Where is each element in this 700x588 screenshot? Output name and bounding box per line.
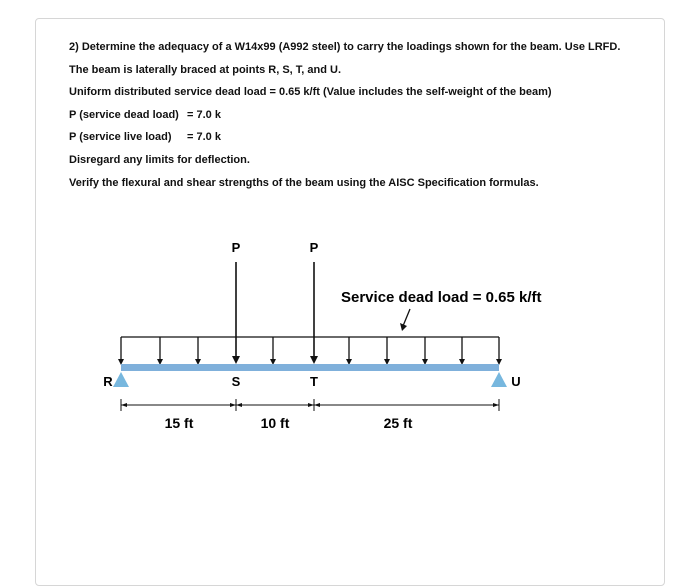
bracing-text: The beam is laterally braced at points R, S, T, and U.: [69, 63, 342, 76]
span-2-label: 10 ft: [260, 415, 290, 431]
p-live-label: P (service live load): [69, 131, 172, 144]
p-dead-label: P (service dead load): [69, 108, 179, 121]
point-load-1: [232, 240, 241, 364]
distributed-load-label: Service dead load = 0.65 k/ft: [341, 289, 542, 306]
verify-text: Verify the flexural and shear strengths of the beam using the AISC Specification formulas.: [69, 176, 539, 189]
point-load-label-2: P: [309, 240, 319, 255]
dimension-line: [121, 399, 499, 411]
beam: [121, 364, 499, 371]
distributed-load-text: Uniform distributed service dead load = 0.65 k/ft (Value includes the self-weight of the beam): [69, 86, 552, 99]
point-label-u: U: [511, 374, 521, 389]
point-label-t: T: [310, 374, 318, 389]
p-live-value: = 7.0 k: [187, 131, 221, 144]
point-load-label-1: P: [231, 240, 241, 255]
distributed-load: [118, 337, 502, 365]
span-3-label: 25 ft: [383, 415, 413, 431]
point-load-2: [310, 240, 319, 364]
problem-title: 2) Determine the adequacy of a W14x99 (A992 steel) to carry the loadings shown for the beam. Use LRFD.: [69, 41, 621, 53]
support-r: [113, 372, 129, 387]
point-label-s: S: [231, 374, 241, 389]
span-1-label: 15 ft: [164, 415, 194, 431]
distributed-load-pointer: [400, 309, 410, 331]
deflection-text: Disregard any limits for deflection.: [69, 153, 250, 166]
p-dead-value: = 7.0 k: [187, 108, 221, 121]
point-label-r: R: [103, 374, 113, 389]
support-u: [491, 372, 507, 387]
